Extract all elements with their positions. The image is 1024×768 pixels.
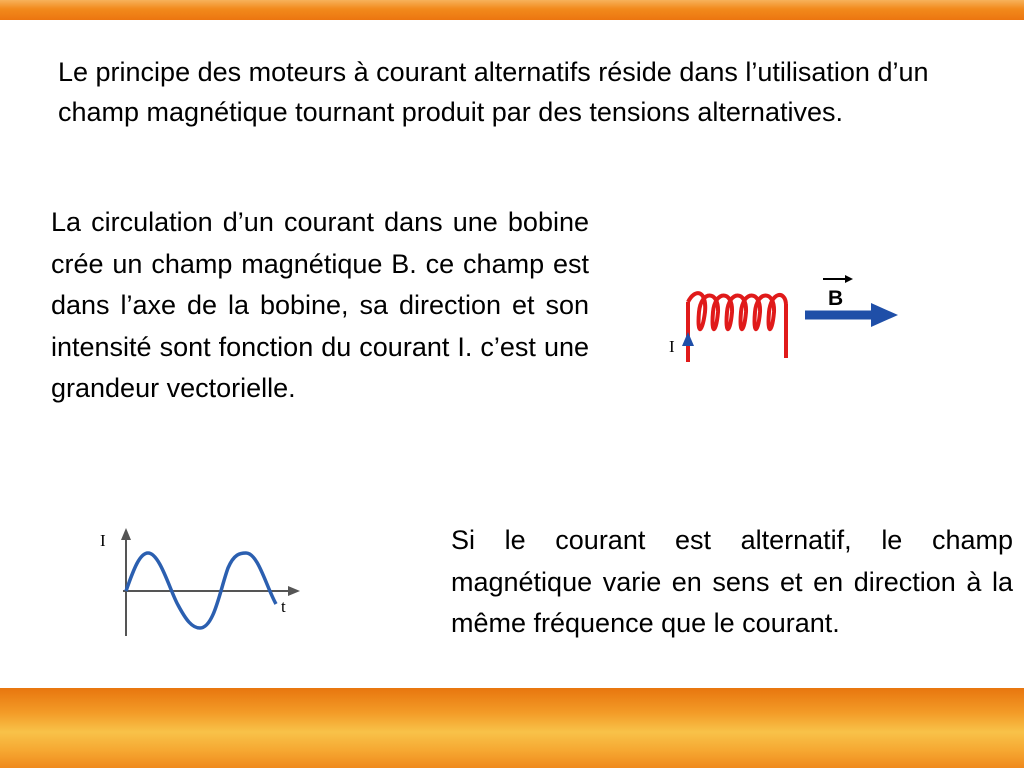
x-axis-arrow-icon <box>288 586 300 596</box>
y-axis-arrow-icon <box>121 528 131 540</box>
current-arrow-icon <box>682 332 694 346</box>
coil-turns <box>688 293 786 329</box>
vector-bar-arrow-icon <box>845 275 853 283</box>
alternating-current-paragraph: Si le courant est alternatif, le champ magnétique varie en sens et en direction à la même fréquence que le courant. <box>451 525 1013 638</box>
current-label: I <box>669 337 675 356</box>
field-label: B <box>828 287 844 310</box>
bottom-decorative-band <box>0 688 1024 768</box>
y-axis-label: I <box>100 531 106 550</box>
current-wave-diagram <box>90 520 310 645</box>
coil-explanation-paragraph: La circulation d’un courant dans une bobine crée un champ magnétique B. ce champ est dans l’axe de la bobine, sa direction et son intensité sont fonction du courant I. c’est une grandeur vectorielle. <box>51 207 589 403</box>
x-axis-label: t <box>281 597 286 616</box>
intro-paragraph: Le principe des moteurs à courant alternatifs réside dans l’utilisation d’un champ magnétique tournant produit par des tensions alternatives. <box>58 57 929 127</box>
top-decorative-band <box>0 0 1024 20</box>
field-arrow-icon <box>871 303 898 327</box>
coil-diagram <box>655 270 915 370</box>
